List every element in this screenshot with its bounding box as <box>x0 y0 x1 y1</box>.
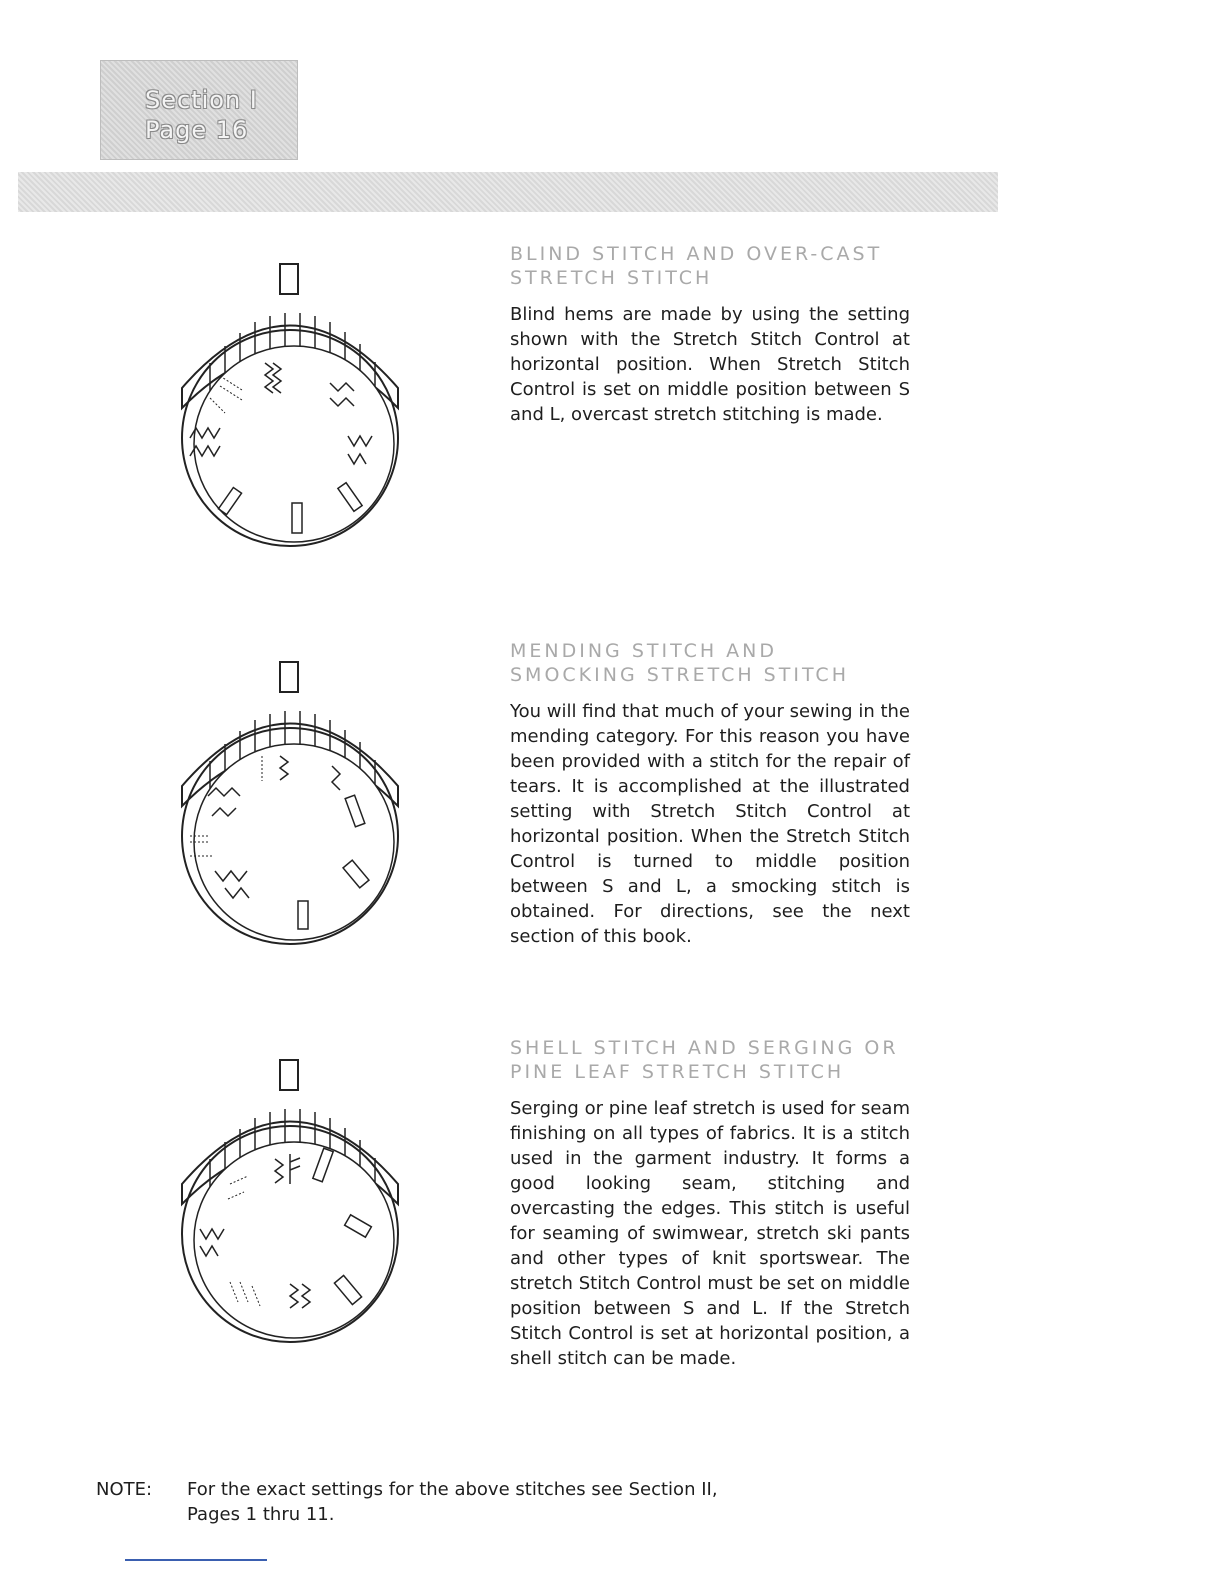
page-label: Page 16 <box>145 116 249 144</box>
section-mending-stitch <box>510 639 910 949</box>
section-shell-stitch <box>510 1036 910 1371</box>
note-line-1: For the exact settings for the above stitches see Section II, <box>187 1479 718 1500</box>
section-page-tab <box>100 60 298 160</box>
section-body: You will find that much of your sewing in the mending category. For this reason you have been provided with a stitch for the repair of tears. It is accomplished at the illustrated setting with Stretch Stitch Control at horizontal position. When the Stretch Stitch Control is turned to middle position between S and L, a smocking stitch is obtained. For directions, see the next section of this book. <box>510 701 910 947</box>
section-heading: MENDING STITCH AND SMOCKING STRETCH STITCH <box>510 640 849 686</box>
header-band <box>18 172 998 212</box>
footer-rule <box>125 1559 267 1561</box>
section-body: Serging or pine leaf stretch is used for seam finishing on all types of fabrics. It is a stitch used in the garment industry. It forms a good looking seam, stitching and overcasting the edges. This stitch is useful for seaming of swimwear, stretch ski pants and other types of knit sportswear. The stretch Stitch Control must be set on middle position between S and L. If the Stretch Stitch Control is set at horizontal position, a shell stitch can be made. <box>510 1098 910 1369</box>
note-label: NOTE: <box>96 1479 153 1500</box>
section-blind-stitch <box>510 242 910 427</box>
section-heading: SHELL STITCH AND SERGING OR PINE LEAF STRETCH STITCH <box>510 1037 899 1083</box>
note-line-2: Pages 1 thru 11. <box>187 1504 335 1525</box>
stitch-dial-2-icon <box>170 656 410 956</box>
section-label: Section I <box>145 86 258 114</box>
stitch-dial-1-icon <box>170 258 410 558</box>
stitch-dial-3-icon <box>170 1054 410 1354</box>
section-body: Blind hems are made by using the setting shown with the Stretch Stitch Control at horizontal position. When Stretch Stitch Control is set on middle position between S and L, overcast stretch stitching is made. <box>510 304 910 425</box>
section-heading: BLIND STITCH AND OVER-CAST STRETCH STITCH <box>510 243 883 289</box>
